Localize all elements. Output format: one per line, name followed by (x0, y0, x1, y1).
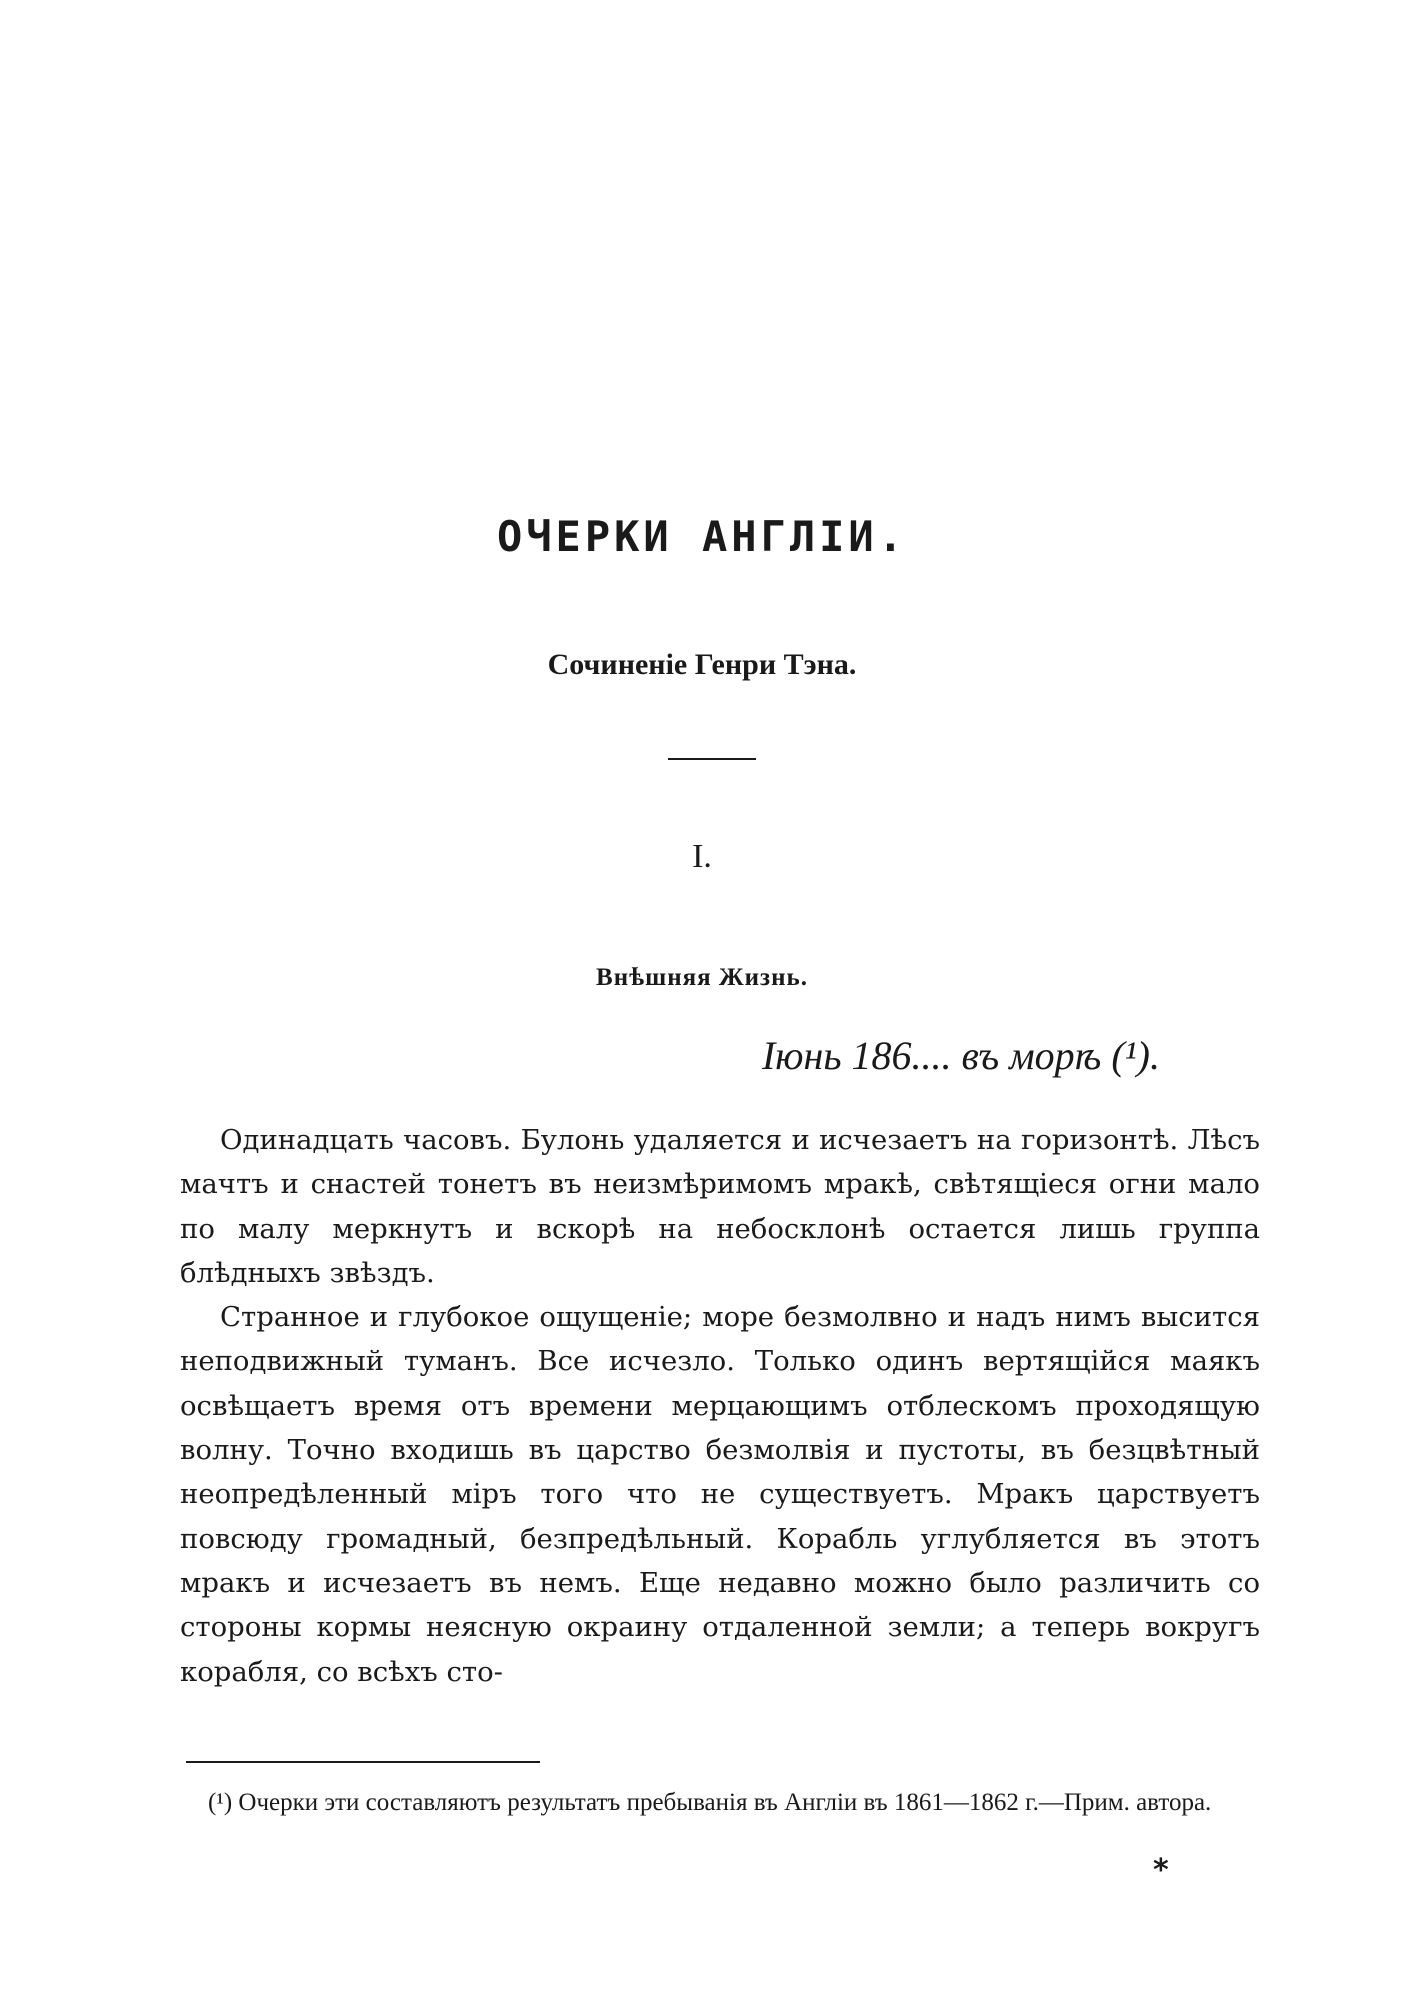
title-divider (668, 758, 756, 760)
footnote-text: (¹) Очерки эти составляютъ результатъ пребыванія въ Англіи въ 1861—1862 г.—Прим. автора. (208, 1789, 1212, 1816)
body-text (180, 1118, 1260, 1694)
footnote (182, 1782, 1260, 1823)
chapter-title: Внѣшняя Жизнь. (596, 964, 808, 991)
footnote-divider (186, 1761, 540, 1763)
body-paragraph: Одинадцать часовъ. Булонь удаляется и исчезаетъ на горизонтѣ. Лѣсъ мачтъ и снастей тонетъ въ неизмѣримомъ мракѣ, свѣтящіеся огни мало по малу меркнутъ и вскорѣ на небосклонѣ остается лишь группа блѣдныхъ звѣздъ. (180, 1124, 1260, 1289)
author-line: Сочиненіе Генри Тэна. (547, 648, 857, 681)
signature-mark: * (1153, 1853, 1169, 1888)
chapter-number: I. (692, 838, 712, 875)
body-paragraph: Странное и глубокое ощущеніе; море безмолвно и надъ нимъ высится неподвижный туманъ. Все исчезло. Только одинъ вертящійся маякъ освѣщаетъ время отъ времени мерцающимъ отблескомъ проходящую волну. Точно входишь въ царство безмолвія и пустоты, въ безцвѣтный неопредѣленный міръ того что не существуетъ. Мракъ царствуетъ повсюду громадный, безпредѣльный. Корабль углубляется въ этотъ мракъ и исчезаетъ въ немъ. Еще недавно можно было различить со стороны кормы неясную окраину отдаленной земли; а теперь вокругъ корабля, со всѣхъ сто- (180, 1301, 1260, 1688)
book-title: ОЧЕРКИ АНГЛІИ. (496, 512, 907, 561)
dateline: Іюнь 186.... въ морѣ (¹). (761, 1033, 1160, 1078)
